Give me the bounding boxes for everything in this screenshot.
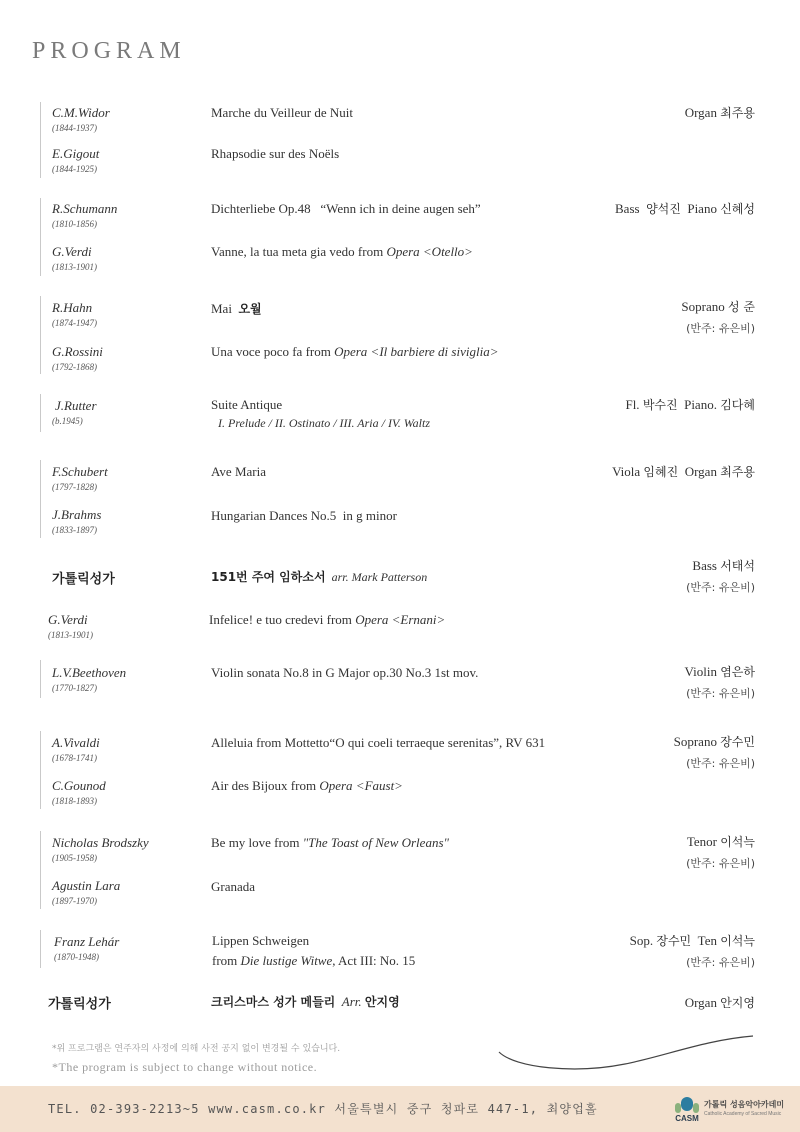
composer-dates: (1813-1901) xyxy=(52,262,97,272)
work-title: Mai 오월 xyxy=(211,301,262,316)
composer-name: R.Schumann xyxy=(52,201,118,216)
composer-name: E.Gigout xyxy=(52,146,100,161)
footer-contact: TEL. 02-393-2213~5 www.casm.co.kr 서울특별시 중구 청파로 447-1, 최양업홀 xyxy=(48,1102,598,1116)
work-title: Air des Bijoux from Opera <Faust> xyxy=(211,778,403,793)
composer-name: 가톨릭성가 xyxy=(48,997,111,1012)
group-divider xyxy=(40,394,41,432)
accompanist: (반주: 유은비) xyxy=(686,956,755,969)
composer-name: Agustin Lara xyxy=(52,878,121,893)
work-title: Suite Antique xyxy=(211,397,283,412)
work-title: Infelice! e tuo credevi from Opera <Ernani> xyxy=(209,612,446,627)
group-divider xyxy=(40,198,41,276)
casm-logo-icon xyxy=(672,1095,702,1123)
work-movements: I. Prelude / II. Ostinato / III. Aria / IV. Waltz xyxy=(218,416,430,430)
composer-dates: (1870-1948) xyxy=(54,952,99,962)
composer-name: J.Brahms xyxy=(52,507,102,522)
decorative-swoosh xyxy=(495,1030,755,1075)
group-divider xyxy=(40,102,41,178)
composer-dates: (1813-1901) xyxy=(48,630,93,640)
logo-korean: 가톨릭 성음악아카데미 xyxy=(704,1100,785,1109)
composer-dates: (1874-1947) xyxy=(52,318,97,328)
logo-mark-text: CASM xyxy=(675,1114,699,1123)
casm-logo xyxy=(672,1095,794,1123)
work-title: Ave Maria xyxy=(211,464,266,479)
composer-dates: (b.1945) xyxy=(52,416,83,426)
notice-english: *The program is subject to change without notice. xyxy=(52,1060,318,1074)
composer-name: Franz Lehár xyxy=(54,934,120,949)
work-title: Hungarian Dances No.5 in g minor xyxy=(211,508,397,523)
composer-dates: (1897-1970) xyxy=(52,896,97,906)
performer: Violin 염은하 xyxy=(684,664,755,679)
composer-dates: (1818-1893) xyxy=(52,796,97,806)
group-divider xyxy=(40,930,41,968)
composer-dates: (1770-1827) xyxy=(52,683,97,693)
composer-name: G.Verdi xyxy=(52,244,92,259)
performer: Sop. 장수민 Ten 이석늑 xyxy=(629,933,755,948)
composer-dates: (1797-1828) xyxy=(52,482,97,492)
composer-name: C.Gounod xyxy=(52,778,106,793)
accompanist: (반주: 유은비) xyxy=(686,581,755,594)
performer: Bass 양석진 Piano 신혜성 xyxy=(615,201,755,216)
accompanist: (반주: 유은비) xyxy=(686,757,755,770)
work-title: Lippen Schweigen xyxy=(212,933,310,948)
accompanist: (반주: 유은비) xyxy=(686,322,755,335)
work-title: Be my love from "The Toast of New Orleans" xyxy=(211,835,449,850)
group-divider xyxy=(40,460,41,538)
composer-name: R.Hahn xyxy=(52,300,93,315)
work-title: Una voce poco fa from Opera <Il barbiere di siviglia> xyxy=(211,344,499,359)
work-title: Dichterliebe Op.48 “Wenn ich in deine augen seh” xyxy=(211,201,481,216)
page-title: PROGRAM xyxy=(32,38,186,64)
composer-name: G.Rossini xyxy=(52,344,103,359)
composer-name: 가톨릭성가 xyxy=(52,572,115,587)
performer: Fl. 박수진 Piano. 김다혜 xyxy=(625,397,755,412)
composer-dates: (1905-1958) xyxy=(52,853,97,863)
composer-dates: (1678-1741) xyxy=(52,753,97,763)
accompanist: (반주: 유은비) xyxy=(686,857,755,870)
footer-bar xyxy=(0,1086,800,1132)
composer-dates: (1833-1897) xyxy=(52,525,97,535)
composer-name: F.Schubert xyxy=(52,464,108,479)
performer: Bass 서태석 xyxy=(692,558,755,573)
accompanist: (반주: 유은비) xyxy=(686,687,755,700)
composer-name: J.Rutter xyxy=(55,398,97,413)
group-divider xyxy=(40,831,41,909)
group-divider xyxy=(40,296,41,374)
work-title: Granada xyxy=(211,879,256,894)
performer: Tenor 이석늑 xyxy=(686,834,755,849)
work-title: Marche du Veilleur de Nuit xyxy=(211,105,353,120)
performer: Soprano 장수민 xyxy=(673,734,755,749)
performer: Organ 최주용 xyxy=(684,105,755,120)
composer-name: Nicholas Brodszky xyxy=(52,835,149,850)
work-title: Vanne, la tua meta gia vedo from Opera <Otello> xyxy=(211,244,473,259)
work-title: 151번 주여 임하소서 arr. Mark Patterson xyxy=(211,570,428,584)
logo-english: Catholic Academy of Sacred Music xyxy=(704,1111,782,1117)
performer: Soprano 성 준 xyxy=(681,299,755,314)
composer-dates: (1792-1868) xyxy=(52,362,97,372)
composer-name: C.M.Widor xyxy=(52,105,110,120)
performer: Viola 임혜진 Organ 최주용 xyxy=(612,464,755,479)
composer-dates: (1810-1856) xyxy=(52,219,97,229)
performer: Organ 안지영 xyxy=(684,995,755,1010)
work-title: Alleluia from Mottetto“O qui coeli terraeque serenitas”, RV 631 xyxy=(211,735,546,750)
composer-dates: (1844-1925) xyxy=(52,164,97,174)
work-title: Rhapsodie sur des Noëls xyxy=(211,146,340,161)
composer-name: G.Verdi xyxy=(48,612,88,627)
composer-dates: (1844-1937) xyxy=(52,123,97,133)
group-divider xyxy=(40,731,41,809)
notice-korean: *위 프로그램은 연주자의 사정에 의해 사전 공지 없이 변경될 수 있습니다. xyxy=(52,1044,341,1054)
group-divider xyxy=(40,660,41,698)
work-title: Violin sonata No.8 in G Major op.30 No.3 1st mov. xyxy=(211,665,479,680)
composer-name: A.Vivaldi xyxy=(52,735,100,750)
composer-name: L.V.Beethoven xyxy=(52,665,127,680)
work-title: 크리스마스 성가 메들리 Arr. 안지영 xyxy=(211,994,400,1009)
work-source: from Die lustige Witwe, Act III: No. 15 xyxy=(212,953,416,968)
